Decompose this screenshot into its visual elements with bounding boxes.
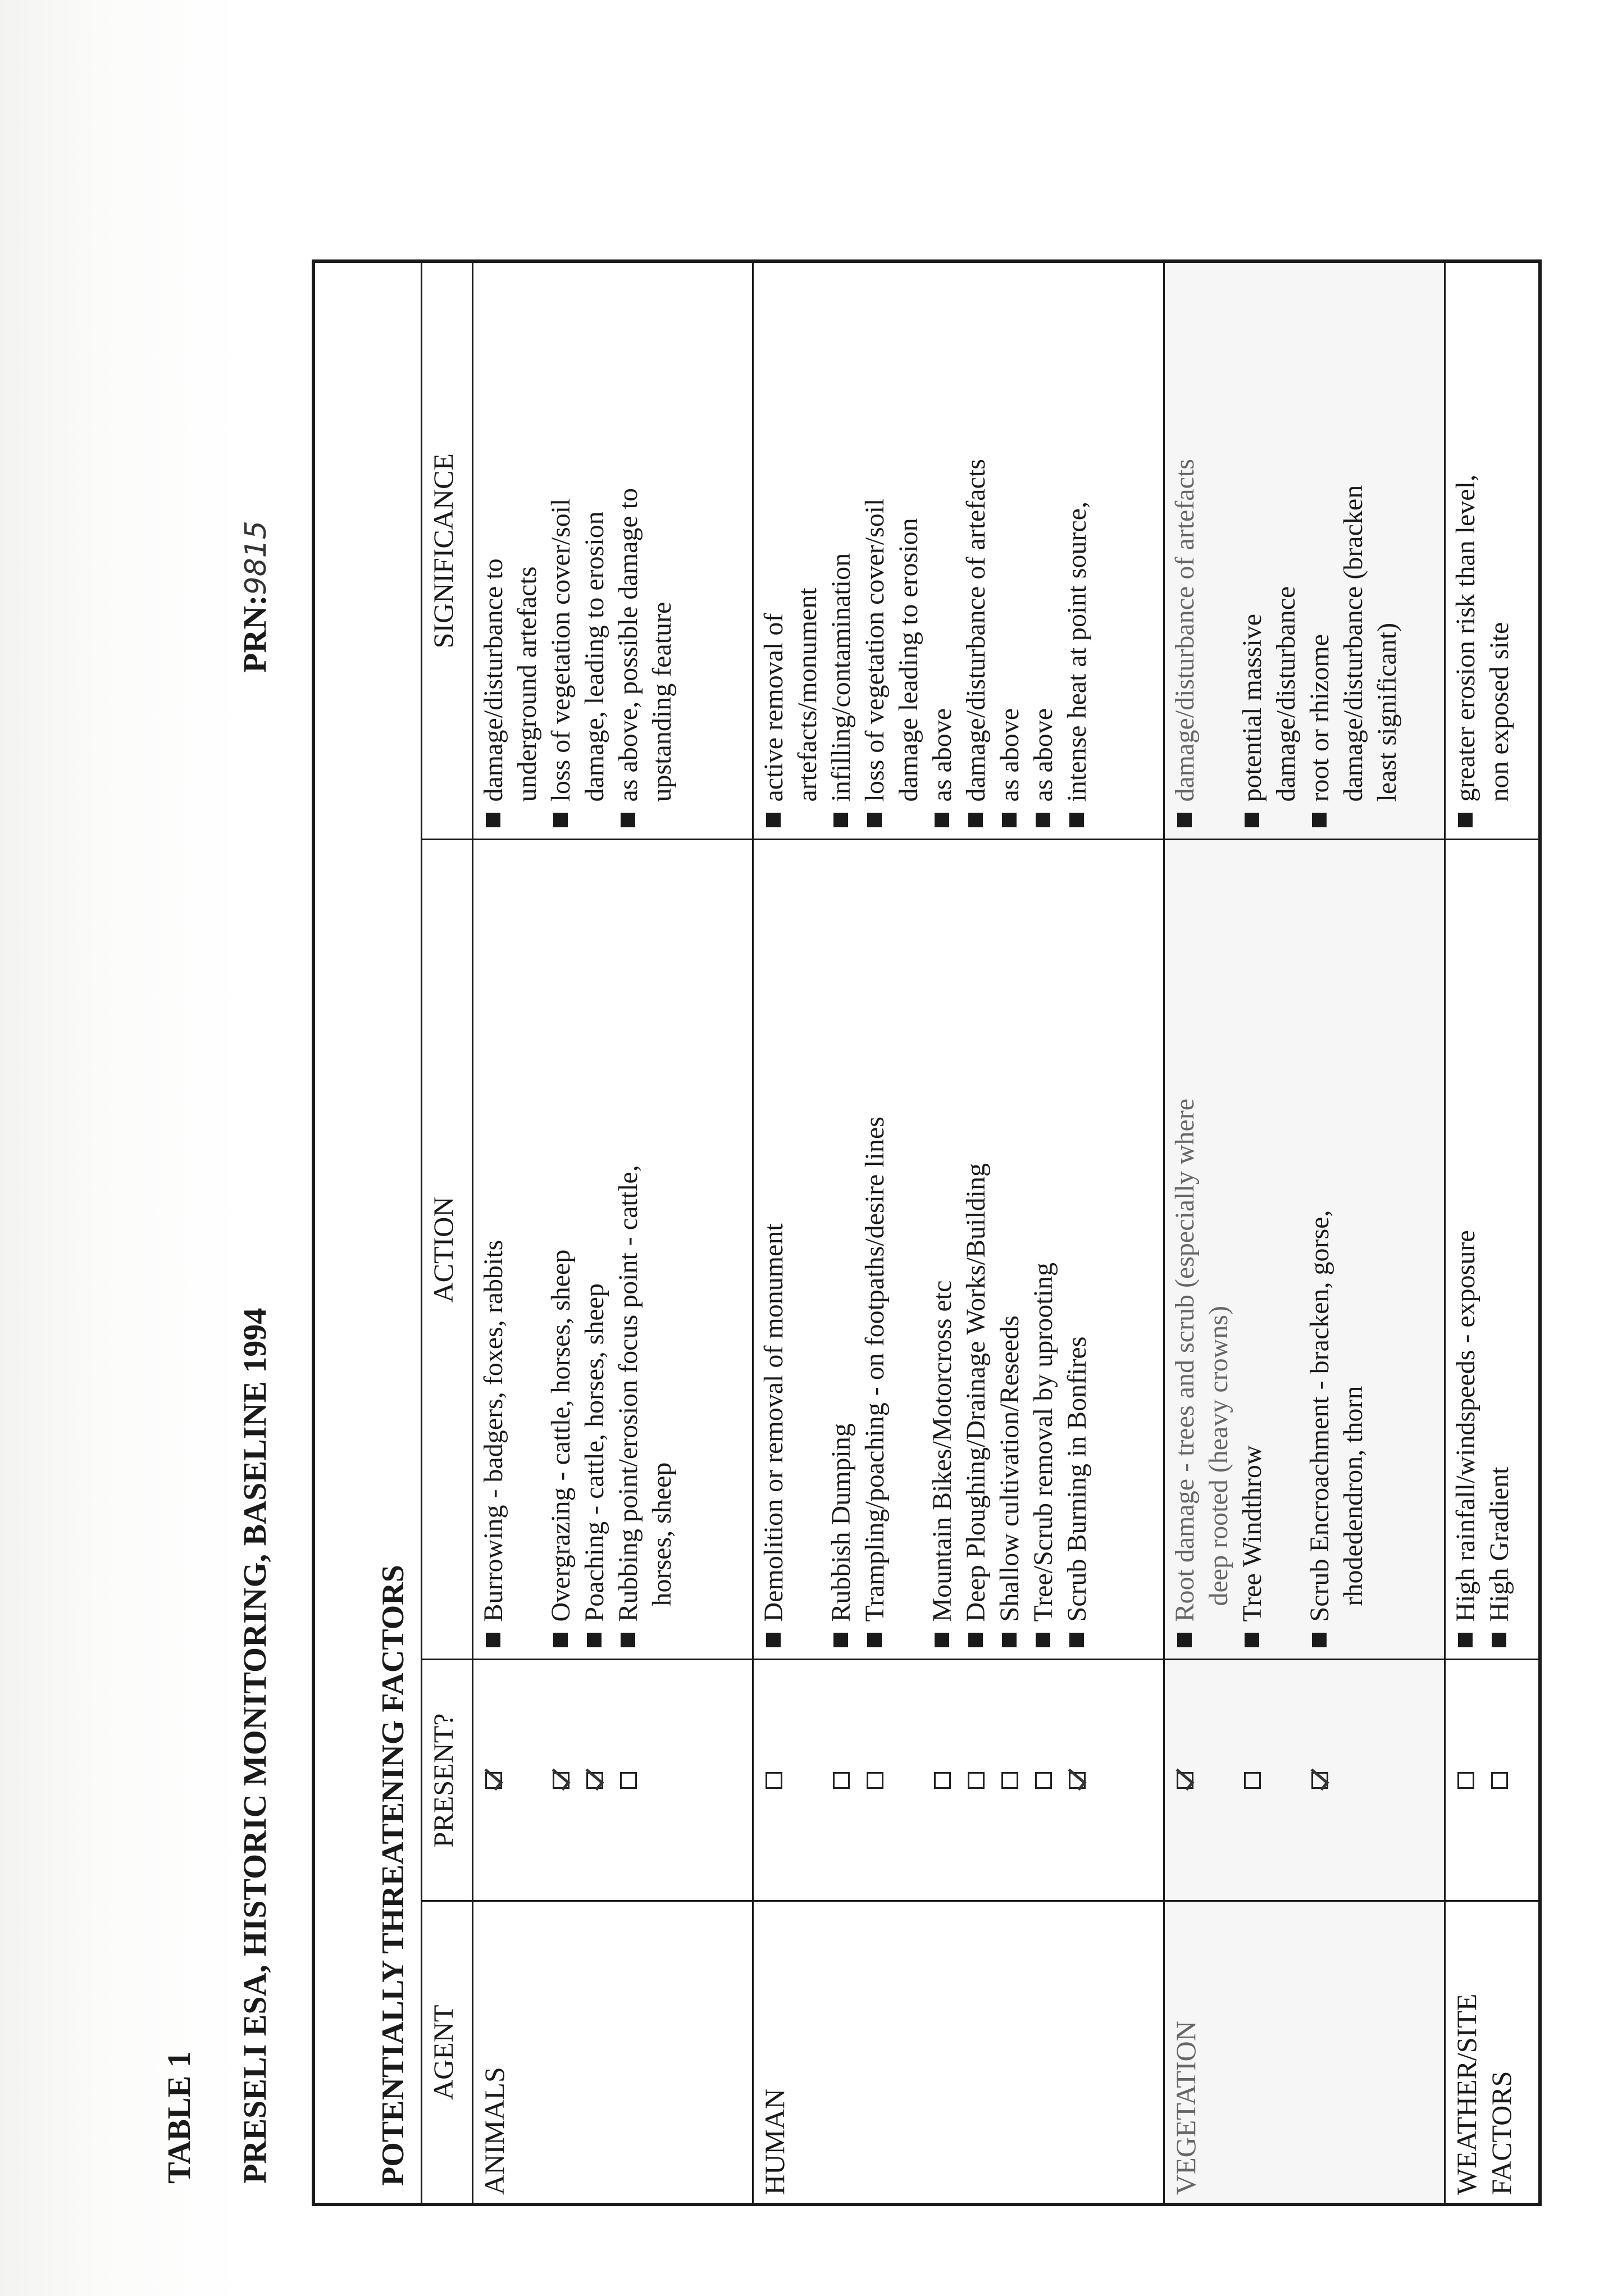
significance-item-continued: damage/disturbance xyxy=(1271,586,1301,802)
checkbox-scrub-burning[interactable] xyxy=(1069,1772,1086,1789)
action-item: Deep Ploughing/Drainage Works/Building xyxy=(959,849,993,1651)
significance-item-continued: non exposed site xyxy=(1484,622,1514,802)
agent-vegetation: VEGETATION xyxy=(1164,1901,1445,2204)
actions-vegetation xyxy=(1164,840,1445,1660)
checkbox-rubbing-point[interactable] xyxy=(620,1772,637,1789)
action-item: Rubbing point/erosion focus point - cattle, xyxy=(612,849,645,1651)
action-item: Scrub Encroachment - bracken, gorse, xyxy=(1303,849,1337,1651)
significance-human xyxy=(753,261,1164,840)
action-item: Scrub Burning in Bonfires xyxy=(1060,849,1094,1651)
checkbox-poaching[interactable] xyxy=(586,1772,603,1789)
present-animals xyxy=(472,1660,753,1901)
checkbox-tree-windthrow[interactable] xyxy=(1244,1772,1261,1789)
prn-reference xyxy=(236,521,274,673)
action-spacer xyxy=(791,849,824,1651)
significance-item: damage/disturbance of artefacts xyxy=(959,271,993,831)
significance-item-continued: damage leading to erosion xyxy=(893,518,923,802)
checkbox-high-gradient[interactable] xyxy=(1491,1772,1508,1789)
action-item: Tree/Scrub removal by uprooting xyxy=(1027,849,1060,1651)
significance-item: greater erosion risk than level, xyxy=(1449,271,1483,831)
significance-item: active removal of xyxy=(757,271,791,831)
document-title: PRESELI ESA, HISTORIC MONITORING, BASELINE 1994 xyxy=(236,1308,273,2184)
significance-item-continued: damage, leading to erosion xyxy=(579,511,609,802)
significance-item-continued: underground artefacts xyxy=(512,566,542,802)
header-action: ACTION xyxy=(422,840,472,1660)
significance-weather xyxy=(1445,261,1540,840)
prn-handwritten-value: 9815 xyxy=(239,521,273,595)
checkbox-shallow-cultivation[interactable] xyxy=(1001,1772,1018,1789)
significance-item-continued: upstanding feature xyxy=(646,602,677,802)
agent-weather-line2: FACTORS xyxy=(1486,2071,1518,2195)
threat-factors-table xyxy=(312,259,1542,2206)
table-title-row xyxy=(313,261,422,2204)
row-vegetation xyxy=(1164,261,1445,2204)
actions-human xyxy=(753,840,1164,1660)
significance-item: infilling/contamination xyxy=(824,271,858,831)
action-item-continued: horses, sheep xyxy=(646,1462,677,1606)
action-item-continued: deep rooted (heavy crowns) xyxy=(1204,1306,1234,1606)
action-item: Demolition or removal of monument xyxy=(757,849,791,1651)
agent-animals: ANIMALS xyxy=(472,1901,753,2204)
action-item: Tree Windthrow xyxy=(1236,849,1269,1651)
significance-item: loss of vegetation cover/soil xyxy=(858,271,892,831)
significance-item: damage/disturbance of artefacts xyxy=(1168,271,1202,831)
header-significance: SIGNIFICANCE xyxy=(422,261,472,840)
section-title: POTENTIALLY THREATENING FACTORS xyxy=(376,1565,411,2186)
action-spacer xyxy=(892,849,926,1651)
prn-label: PRN: xyxy=(236,595,273,673)
action-item: Poaching - cattle, horses, sheep xyxy=(578,849,612,1651)
header-agent: AGENT xyxy=(422,1901,472,2204)
significance-spacer xyxy=(1202,271,1236,831)
significance-item: damage/disturbance to xyxy=(477,271,511,831)
action-item: Mountain Bikes/Motorcross etc xyxy=(926,849,959,1651)
row-human xyxy=(753,261,1164,2204)
action-item: Overgrazing - cattle, horses, sheep xyxy=(544,849,578,1651)
significance-item: as above xyxy=(993,271,1027,831)
significance-item-continued: least significant) xyxy=(1372,622,1402,802)
table-label: TABLE 1 xyxy=(161,2051,197,2184)
checkbox-burrowing[interactable] xyxy=(485,1772,502,1789)
action-item-continued: rhodedendron, thorn xyxy=(1338,1386,1369,1606)
action-item: Burrowing - badgers, foxes, rabbits xyxy=(477,849,511,1651)
action-item: Shallow cultivation/Reseeds xyxy=(993,849,1027,1651)
actions-animals xyxy=(472,840,753,1660)
checkbox-high-rainfall[interactable] xyxy=(1457,1772,1474,1789)
significance-item: as above, possible damage to xyxy=(612,271,645,831)
checkbox-deep-ploughing[interactable] xyxy=(968,1772,985,1789)
agent-human: HUMAN xyxy=(753,1901,1164,2204)
checkbox-mountain-bikes[interactable] xyxy=(934,1772,951,1789)
significance-item: intense heat at point source, xyxy=(1060,271,1094,831)
checkbox-root-damage[interactable] xyxy=(1177,1772,1193,1789)
checkbox-scrub-encroachment[interactable] xyxy=(1311,1772,1328,1789)
action-item: Rubbish Dumping xyxy=(824,849,858,1651)
significance-item: as above xyxy=(926,271,959,831)
significance-vegetation xyxy=(1164,261,1445,840)
action-spacer xyxy=(511,849,544,1651)
significance-item: loss of vegetation cover/soil xyxy=(544,271,578,831)
significance-animals xyxy=(472,261,753,840)
significance-item-continued: artefacts/monument xyxy=(792,587,822,802)
action-spacer xyxy=(1269,849,1303,1651)
checkbox-tree-removal[interactable] xyxy=(1035,1772,1052,1789)
action-item: High Gradient xyxy=(1483,849,1516,1651)
agent-weather-site xyxy=(1445,1901,1540,2204)
row-animals xyxy=(472,261,753,2204)
checkbox-trampling[interactable] xyxy=(867,1772,883,1789)
present-human xyxy=(753,1660,1164,1901)
present-weather xyxy=(1445,1660,1540,1901)
action-item: Trampling/poaching - on footpaths/desire lines xyxy=(858,849,892,1651)
header-present: PRESENT? xyxy=(422,1660,472,1901)
significance-item: root or rhizome xyxy=(1303,271,1337,831)
column-header-row xyxy=(422,261,472,2204)
agent-weather-line1: WEATHER/SITE xyxy=(1450,1993,1482,2195)
actions-weather xyxy=(1445,840,1540,1660)
action-item: Root damage - trees and scrub (especially where xyxy=(1168,849,1202,1651)
checkbox-demolition[interactable] xyxy=(766,1772,782,1789)
action-item: High rainfall/windspeeds - exposure xyxy=(1449,849,1483,1651)
present-vegetation xyxy=(1164,1660,1445,1901)
significance-item: potential massive xyxy=(1236,271,1269,831)
significance-item: as above xyxy=(1027,271,1060,831)
significance-item-continued: damage/disturbance (bracken xyxy=(1338,485,1369,802)
checkbox-overgrazing[interactable] xyxy=(553,1772,569,1789)
checkbox-rubbish[interactable] xyxy=(833,1772,850,1789)
row-weather-site xyxy=(1445,261,1540,2204)
